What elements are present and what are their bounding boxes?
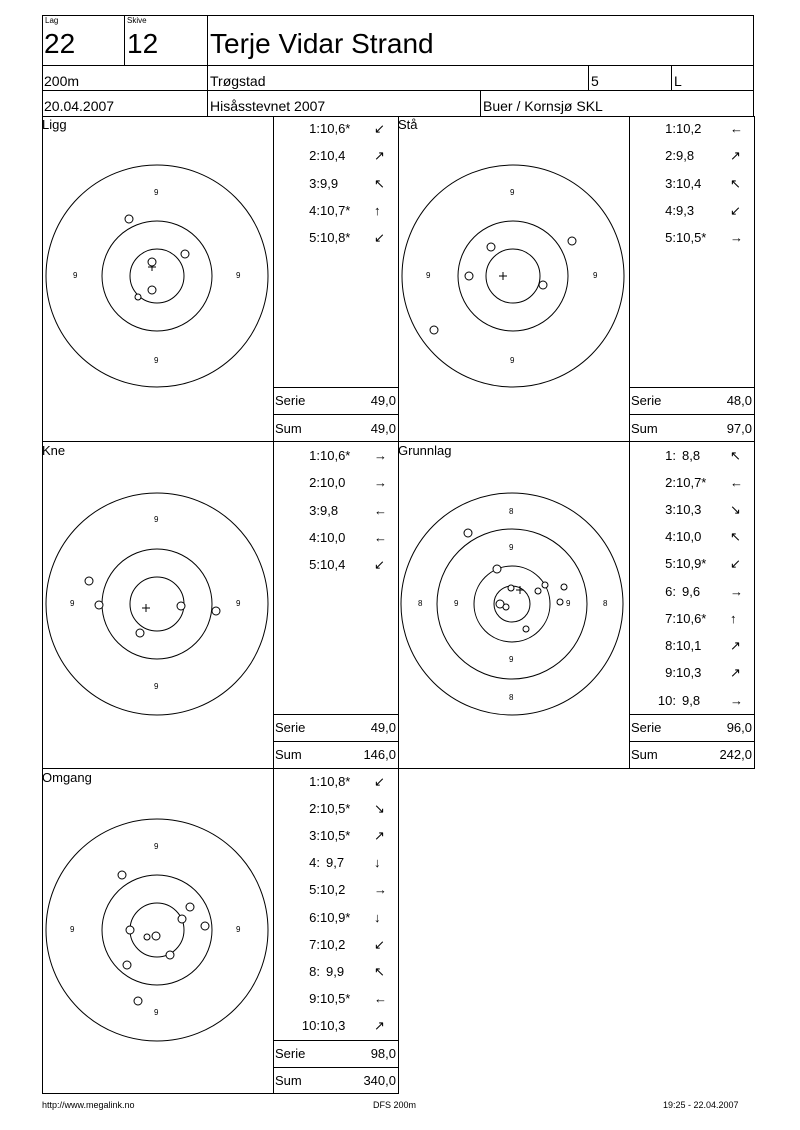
sum-value: 340,0 [363,1073,396,1088]
ring-label: 9 [73,271,78,280]
ring-label: 9 [70,925,75,934]
arrow-icon: → [374,882,387,897]
serie-value: 98,0 [370,1046,396,1061]
ring-label: 9 [70,599,75,608]
ring-label: 9 [154,356,159,365]
header-divider [480,90,481,117]
panel-title: Kne [42,443,66,458]
sum-value: 242,0 [719,747,752,762]
serie-value: 49,0 [370,720,396,735]
skive-value: 12 [127,28,159,59]
footer-system: DFS 200m [373,1100,417,1110]
arrow-icon: ↙ [374,557,385,572]
arrow-icon: ← [730,475,743,490]
arrow-icon: ↙ [374,774,385,789]
arrow-icon: ↖ [730,529,741,544]
panel-title: Ligg [42,117,67,132]
skive-label: Skive [127,16,147,25]
ring-label: 9 [236,925,241,934]
shooter-name: Terje Vidar Strand [210,28,434,59]
arrow-icon: ← [730,121,743,136]
footer-url[interactable]: http://www.megalink.no [42,1100,135,1110]
arrow-icon: ↖ [730,448,741,463]
serie-label: Serie [275,393,306,408]
sum-value: 146,0 [363,747,396,762]
arrow-icon: ← [374,991,387,1006]
panel-title: Omgang [42,770,92,785]
distance: 200m [44,73,80,89]
arrow-icon: ↙ [730,203,741,218]
arrow-icon: ↖ [374,964,385,979]
header-divider [42,65,754,66]
arrow-icon: ↗ [374,1018,385,1033]
footer-printed: 19:25 - 22.04.2007 [663,1100,739,1110]
ring-label: 9 [510,356,515,365]
serie-label: Serie [631,393,662,408]
panel-grunnlag: Grunnlag 8 8 8 8 9 9 9 9 1: 8,8 ↖ 2: 10,7* ← 3: 10,3 ↘ 4: 10,0 ↖ 5: 10,9* ↙ 6: 9,6 → 7: 10,6* ↑ 8: 10,1 ↗ 9: 10,3 ↗ 10: 9,8 → Serie 96,0 Sum 242,0 [398,442,755,768]
arrow-icon: ↗ [374,148,385,163]
panel-title: Stå [398,117,418,132]
ring-label: 9 [154,188,159,197]
target [398,442,630,768]
venue: Buer / Kornsjø SKL [483,98,603,114]
arrow-icon: ← [374,530,387,545]
sum-label: Sum [275,1073,302,1088]
arrow-icon: → [730,230,743,245]
date: 20.04.2007 [44,98,115,114]
header-divider [207,15,208,117]
arrow-icon: ↙ [374,121,385,136]
arrow-icon: → [730,693,743,708]
ring-label: 9 [154,515,159,524]
ring-label: 9 [509,543,514,552]
sum-label: Sum [631,747,658,762]
arrow-icon: ↖ [374,176,385,191]
header-divider [42,90,754,91]
event-name: Hisåsstevnet 2007 [210,98,326,114]
sum-value: 97,0 [726,421,752,436]
arrow-icon: ↗ [374,828,385,843]
arrow-icon: ← [374,503,387,518]
ring-label: 8 [603,599,608,608]
ring-label: 8 [509,507,514,516]
panel-ligg: Ligg 9 9 9 9 1: 10,6* ↙ 2: 10,4 ↗ 3: 9,9 ↖ 4: 10,7* ↑ 5: 10,8* ↙ Serie 49,0 Sum 49,0 [42,116,399,442]
arrow-icon: ↙ [730,556,741,571]
arrow-icon: ↗ [730,665,741,680]
sum-label: Sum [631,421,658,436]
ring-label: 8 [418,599,423,608]
ring-label: 9 [236,271,241,280]
ring-label: 9 [510,188,515,197]
arrow-icon: ↓ [374,910,381,925]
ring-label: 9 [566,599,571,608]
ring-label: 9 [426,271,431,280]
ring-label: 8 [509,693,514,702]
ring-label: 9 [154,1008,159,1017]
ring-label: 9 [593,271,598,280]
sum-value: 49,0 [370,421,396,436]
arrow-icon: ↙ [374,230,385,245]
ring-label: 9 [454,599,459,608]
serie-label: Serie [631,720,662,735]
ring-label: 9 [154,842,159,851]
panel-sta: Stå 9 9 9 9 1: 10,2 ← 2: 9,8 ↗ 3: 10,4 ↖ 4: 9,3 ↙ 5: 10,5* → Serie 48,0 Sum 97,0 [398,116,755,442]
header-divider [124,15,125,65]
lag-label: Lag [45,16,59,25]
arrow-icon: → [374,475,387,490]
ring-label: 9 [236,599,241,608]
arrow-icon: ↑ [374,203,381,218]
arrow-icon: ↑ [730,611,737,626]
panel-omgang: Omgang 9 9 9 9 1: 10,8* ↙ 2: 10,5* ↘ 3: 10,5* ↗ 4: 9,7 ↓ 5: 10,2 → 6: 10,9* ↓ 7: 10,2 ↙ 8: 9,9 ↖ 9: 10,5* ← 10: 10,3 ↗ Serie 98,0 Sum 340,0 [42,769,399,1094]
panel-kne: Kne 9 9 9 9 1: 10,6* → 2: 10,0 → 3: 9,8 ← 4: 10,0 ← 5: 10,4 ↙ Serie 49,0 Sum 146,0 [42,442,399,768]
serie-value: 96,0 [726,720,752,735]
arrow-icon: ↗ [730,148,741,163]
sum-label: Sum [275,747,302,762]
club: Trøgstad [210,73,266,89]
arrow-icon: ↖ [730,176,741,191]
arrow-icon: ↙ [374,937,385,952]
serie-value: 48,0 [726,393,752,408]
arrow-icon: ↘ [730,502,741,517]
arrow-icon: ↘ [374,801,385,816]
arrow-icon: → [374,448,387,463]
arrow-icon: ↓ [374,855,381,870]
klasse: 5 [591,73,599,89]
serie-label: Serie [275,720,306,735]
class-code: L [674,73,682,89]
panel-title: Grunnlag [398,443,452,458]
lag-value: 22 [44,28,76,59]
ring-label: 9 [509,655,514,664]
sum-label: Sum [275,421,302,436]
arrow-icon: ↗ [730,638,741,653]
arrow-icon: → [730,584,743,599]
header-divider [588,65,589,90]
header-divider [671,65,672,90]
serie-label: Serie [275,1046,306,1061]
ring-label: 9 [154,682,159,691]
serie-value: 49,0 [370,393,396,408]
